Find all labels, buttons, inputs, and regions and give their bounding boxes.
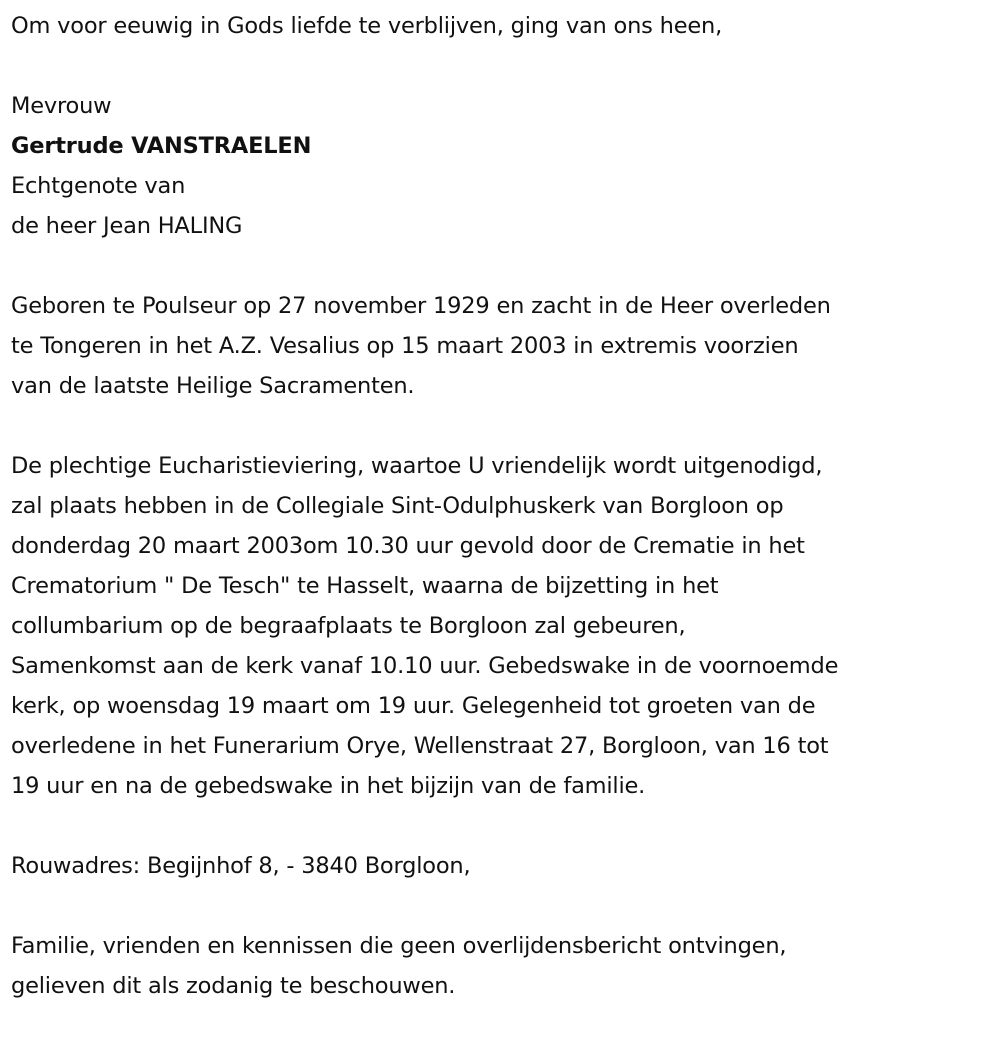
deceased-name: Gertrude VANSTRAELEN	[11, 133, 312, 159]
relation-label: Echtgenote van	[11, 173, 186, 199]
paragraph-line: gelieven dit als zodanig te beschouwen.	[11, 973, 456, 999]
paragraph-line: donderdag 20 maart 2003om 10.30 uur gevold door de Crematie in het	[11, 533, 805, 559]
mourning-address: Rouwadres: Begijnhof 8, - 3840 Borgloon,	[11, 853, 471, 879]
paragraph-line: te Tongeren in het A.Z. Vesalius op 15 maart 2003 in extremis voorzien	[11, 333, 799, 359]
paragraph-line: kerk, op woensdag 19 maart om 19 uur. Gelegenheid tot groeten van de	[11, 693, 816, 719]
birth-death-paragraph	[11, 286, 1000, 406]
paragraph-line: De plechtige Eucharistieviering, waartoe U vriendelijk wordt uitgenodigd,	[11, 453, 823, 479]
salutation: Mevrouw	[11, 93, 112, 119]
spouse-name: de heer Jean HALING	[11, 213, 243, 239]
paragraph-line: collumbarium op de begraafplaats te Borgloon zal gebeuren,	[11, 613, 686, 639]
paragraph-line: overledene in het Funerarium Orye, Wellenstraat 27, Borgloon, van 16 tot	[11, 733, 829, 759]
paragraph-line: Samenkomst aan de kerk vanaf 10.10 uur. Gebedswake in de voornoemde	[11, 653, 839, 679]
spacer	[11, 246, 1000, 286]
spacer	[11, 46, 1000, 86]
closing-paragraph	[11, 926, 1000, 1006]
intro-text: Om voor eeuwig in Gods liefde te verblijven, ging van ons heen,	[11, 13, 723, 39]
spacer	[11, 406, 1000, 446]
paragraph-line: Crematorium " De Tesch" te Hasselt, waarna de bijzetting in het	[11, 573, 719, 599]
paragraph-line: van de laatste Heilige Sacramenten.	[11, 373, 415, 399]
ceremony-paragraph	[11, 446, 1000, 806]
paragraph-line: 19 uur en na de gebedswake in het bijzijn van de familie.	[11, 773, 646, 799]
spacer	[11, 806, 1000, 846]
paragraph-line: Familie, vrienden en kennissen die geen overlijdensbericht ontvingen,	[11, 933, 787, 959]
paragraph-line: Geboren te Poulseur op 27 november 1929 en zacht in de Heer overleden	[11, 293, 831, 319]
paragraph-line: zal plaats hebben in de Collegiale Sint-Odulphuskerk van Borgloon op	[11, 493, 784, 519]
spacer	[11, 886, 1000, 926]
